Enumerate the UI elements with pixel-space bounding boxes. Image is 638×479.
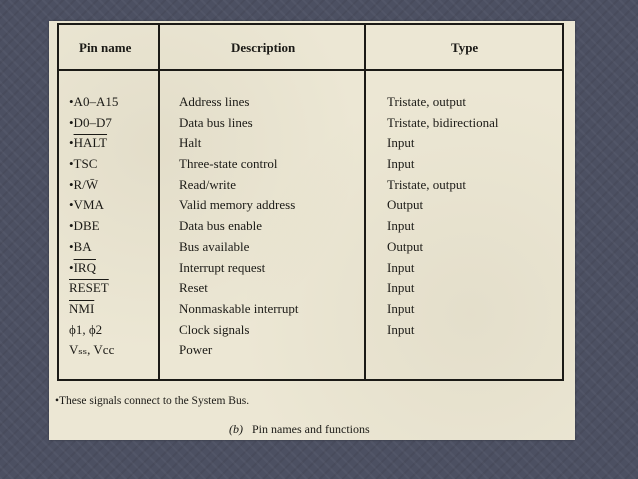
table-row bbox=[59, 216, 562, 237]
table-row bbox=[59, 299, 562, 320]
pin-name: •TSC bbox=[69, 156, 98, 172]
figure-caption bbox=[229, 422, 370, 437]
pin-type: Input bbox=[387, 156, 415, 172]
table-row bbox=[59, 258, 562, 279]
pin-description: Read/write bbox=[179, 176, 237, 192]
header-description: Description bbox=[231, 40, 296, 55]
pin-description: Reset bbox=[179, 280, 208, 296]
pin-description: Halt bbox=[179, 135, 202, 151]
header-pin-name: Pin name bbox=[79, 40, 132, 55]
pin-description: Clock signals bbox=[179, 321, 250, 337]
pin-type: Input bbox=[387, 218, 415, 234]
pin-type: Tristate, output bbox=[387, 176, 466, 192]
pin-type: Output bbox=[387, 197, 424, 213]
pin-description: Bus available bbox=[179, 238, 250, 254]
pin-table bbox=[57, 23, 564, 381]
pin-description: Data bus lines bbox=[179, 114, 253, 130]
table-row bbox=[59, 154, 562, 175]
pin-name: •DBE bbox=[69, 218, 100, 234]
pin-description: Interrupt request bbox=[179, 259, 266, 275]
table-row bbox=[59, 175, 562, 196]
pin-type: Tristate, output bbox=[387, 94, 466, 109]
table-row bbox=[59, 92, 562, 113]
pin-description: Data bus enable bbox=[179, 218, 263, 234]
pin-name: •HALT bbox=[69, 135, 108, 151]
header-divider bbox=[59, 69, 562, 71]
table-row bbox=[59, 340, 562, 361]
pin-name: RESET bbox=[69, 280, 109, 296]
table-body bbox=[59, 92, 562, 361]
pin-name: •BA bbox=[69, 238, 92, 254]
pin-name: Vₛₛ, Vcc bbox=[69, 342, 115, 358]
header-type: Type bbox=[451, 40, 479, 55]
pin-type: Input bbox=[387, 300, 415, 316]
caption-label: (b) bbox=[229, 422, 243, 436]
pin-type: Input bbox=[387, 259, 415, 275]
pin-name: •A0–A15 bbox=[69, 94, 119, 109]
pin-type: Input bbox=[387, 280, 415, 296]
caption-text: Pin names and functions bbox=[252, 422, 370, 436]
pin-name: $•\overline{IRQ}$ bbox=[69, 259, 96, 275]
pin-description: Three-state control bbox=[179, 156, 278, 172]
table-row bbox=[59, 320, 562, 341]
pin-description: Address lines bbox=[179, 94, 250, 109]
pin-description: Valid memory address bbox=[179, 197, 296, 213]
pin-name: •R/W̄ bbox=[69, 176, 99, 192]
pin-name: •VMA bbox=[69, 197, 104, 213]
scanned-page bbox=[49, 21, 575, 440]
pin-type: Tristate, bidirectional bbox=[387, 114, 499, 130]
table-row bbox=[59, 133, 562, 154]
table-row bbox=[59, 113, 562, 134]
table-row bbox=[59, 195, 562, 216]
pin-description: Nonmaskable interrupt bbox=[179, 300, 299, 316]
footnote: •These signals connect to the System Bus. bbox=[55, 395, 250, 407]
pin-description: Power bbox=[179, 342, 213, 358]
pin-type: Output bbox=[387, 238, 424, 254]
pin-name: ϕ1, ϕ2 bbox=[69, 321, 103, 337]
pin-type: Input bbox=[387, 321, 415, 337]
table-row bbox=[59, 278, 562, 299]
pin-name: •D0–D7 bbox=[69, 114, 112, 130]
pin-name: $\overline{NMI}$ bbox=[69, 300, 95, 316]
pin-type: Input bbox=[387, 135, 415, 151]
table-row bbox=[59, 237, 562, 258]
